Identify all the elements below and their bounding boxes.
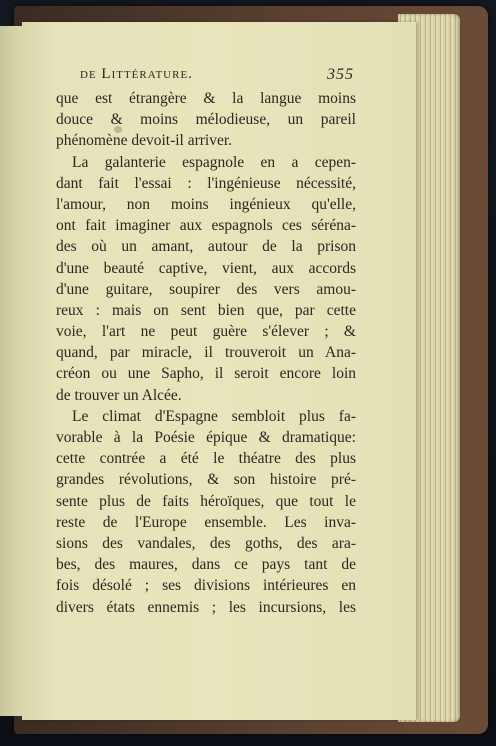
text-line: fois désolé ; ses divisions intérieures en: [56, 577, 356, 595]
body-text: [56, 88, 356, 618]
text-line: ont fait imaginer aux espagnols ces séréna-: [56, 217, 356, 235]
text-line: sions des vandales, des goths, des ara-: [56, 534, 356, 552]
text-line: voie, l'art ne peut guère s'élever ; &: [56, 323, 356, 341]
text-line: l'amour, non moins ingénieux qu'elle,: [56, 195, 356, 213]
text-line: grandes révolutions, & son histoire pré-: [56, 471, 356, 489]
text-line: d'une guitare, soupirer des vers amou-: [56, 280, 356, 298]
text-line: reste de l'Europe ensemble. Les inva-: [56, 513, 356, 531]
text-line: divers états ennemis ; les incursions, les: [56, 598, 356, 616]
text-line: sente plus de faits héroïques, que tout le: [56, 492, 356, 510]
text-line: dant fait l'essai : l'ingénieuse nécessité,: [56, 174, 356, 192]
facing-page-edge: [0, 26, 23, 716]
text-line: douce & moins mélodieuse, un pareil: [56, 111, 356, 129]
text-line: reux : mais on sent bien que, par cette: [56, 301, 356, 319]
text-line: bes, des maures, dans ce pays tant de: [56, 556, 356, 574]
page-number: 355: [327, 66, 354, 83]
running-title: de Littérature.: [80, 66, 193, 82]
text-line: Le climat d'Espagne sembloit plus fa-: [72, 407, 356, 425]
text-line: cette contrée a été le théatre des plus: [56, 450, 356, 468]
text-line: de trouver un Alcée.: [56, 386, 182, 404]
text-line: des où un amant, autour de la prison: [56, 238, 356, 256]
text-line: d'une beauté captive, vient, aux accords: [56, 259, 356, 277]
text-line: vorable à la Poésie épique & dramatique:: [56, 429, 356, 446]
text-line: que est étrangère & la langue moins: [56, 90, 356, 107]
text-line: quand, par miracle, il trouveroit un Ana-: [56, 344, 356, 362]
text-line: La galanterie espagnole en a cepen-: [72, 153, 356, 171]
text-line: créon ou une Sapho, il seroit encore loin: [56, 365, 356, 383]
text-line: phénomène devoit-il arriver.: [56, 132, 233, 150]
